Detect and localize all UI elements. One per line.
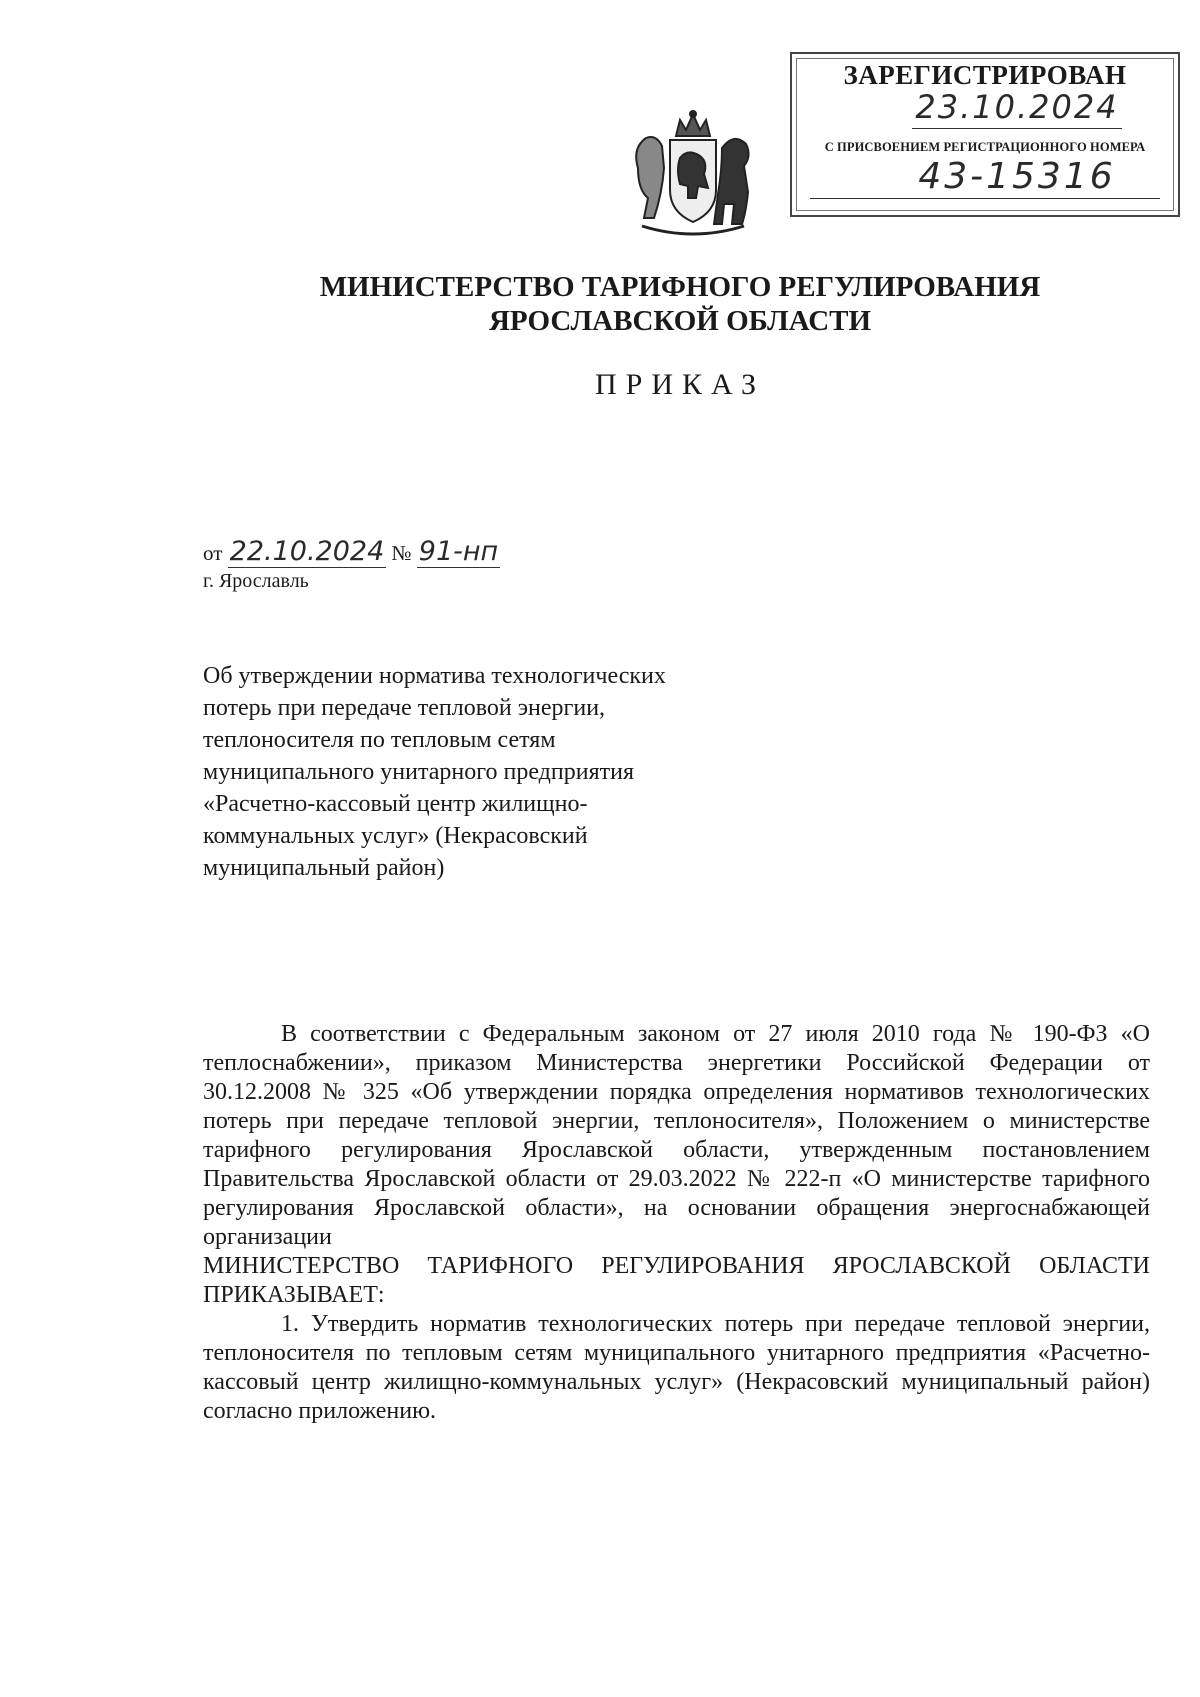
stamp-number: 43-15316 <box>918 156 1116 197</box>
document-type: ПРИКАЗ <box>595 368 765 401</box>
orders-paragraph: МИНИСТЕРСТВО ТАРИФНОГО РЕГУЛИРОВАНИЯ ЯРОСЛАВСКОЙ ОБЛАСТИ ПРИКАЗЫВАЕТ: <box>203 1253 1150 1308</box>
document-number: 91-нп <box>418 536 499 567</box>
stamp-subtitle: С ПРИСВОЕНИЕМ РЕГИСТРАЦИОННОГО НОМЕРА <box>824 140 1146 154</box>
stamp-divider <box>810 198 1160 199</box>
ministry-line-1: МИНИСТЕРСТВО ТАРИФНОГО РЕГУЛИРОВАНИЯ <box>319 271 1041 303</box>
stamp-title: ЗАРЕГИСТРИРОВАН <box>843 60 1127 90</box>
number-prefix: № <box>391 541 412 565</box>
document-date-line <box>203 536 500 567</box>
ministry-line-2: ЯРОСЛАВСКОЙ ОБЛАСТИ <box>488 305 872 337</box>
document-body <box>203 1020 1150 1426</box>
stamp-date: 23.10.2024 <box>915 88 1119 126</box>
date-prefix: от <box>203 541 223 565</box>
preamble-paragraph: В соответствии с Федеральным законом от 27 июля 2010 года № 190-ФЗ «О теплоснабжении», приказом Министерства энергетики Российской Федерации от 30.12.2008 № 325 «Об утверждении порядка определения нормативов технологических потерь при передаче тепловой энергии, теплоносителя», Положением о министерстве тарифного регулирования Ярославской области, утвержденным постановлением Правительства Ярославской области от 29.03.2022 № 222-п «О министерстве тарифного регулирования Ярославской области», на основании обращения энергоснабжающей организации <box>203 1021 1150 1250</box>
stamp-divider <box>912 128 1122 129</box>
document-city: г. Ярославль <box>203 570 309 592</box>
document-subject: Об утверждении норматива технологических потерь при передаче тепловой энергии, теплоносителя по тепловым сетям муниципального унитарного предприятия «Расчетно-кассовый центр жилищно-коммунальных услуг» (Некрасовский муниципальный район) <box>203 663 666 881</box>
document-date: 22.10.2024 <box>229 536 385 567</box>
item-1-paragraph: 1. Утвердить норматив технологических потерь при передаче тепловой энергии, теплоносителя по тепловым сетям муниципального унитарного предприятия «Расчетно-кассовый центр жилищно-коммунальных услуг» (Некрасовский муниципальный район) согласно приложению. <box>203 1311 1150 1424</box>
registration-stamp <box>790 52 1180 217</box>
coat-of-arms-icon <box>618 108 768 248</box>
ministry-name <box>200 270 1160 338</box>
